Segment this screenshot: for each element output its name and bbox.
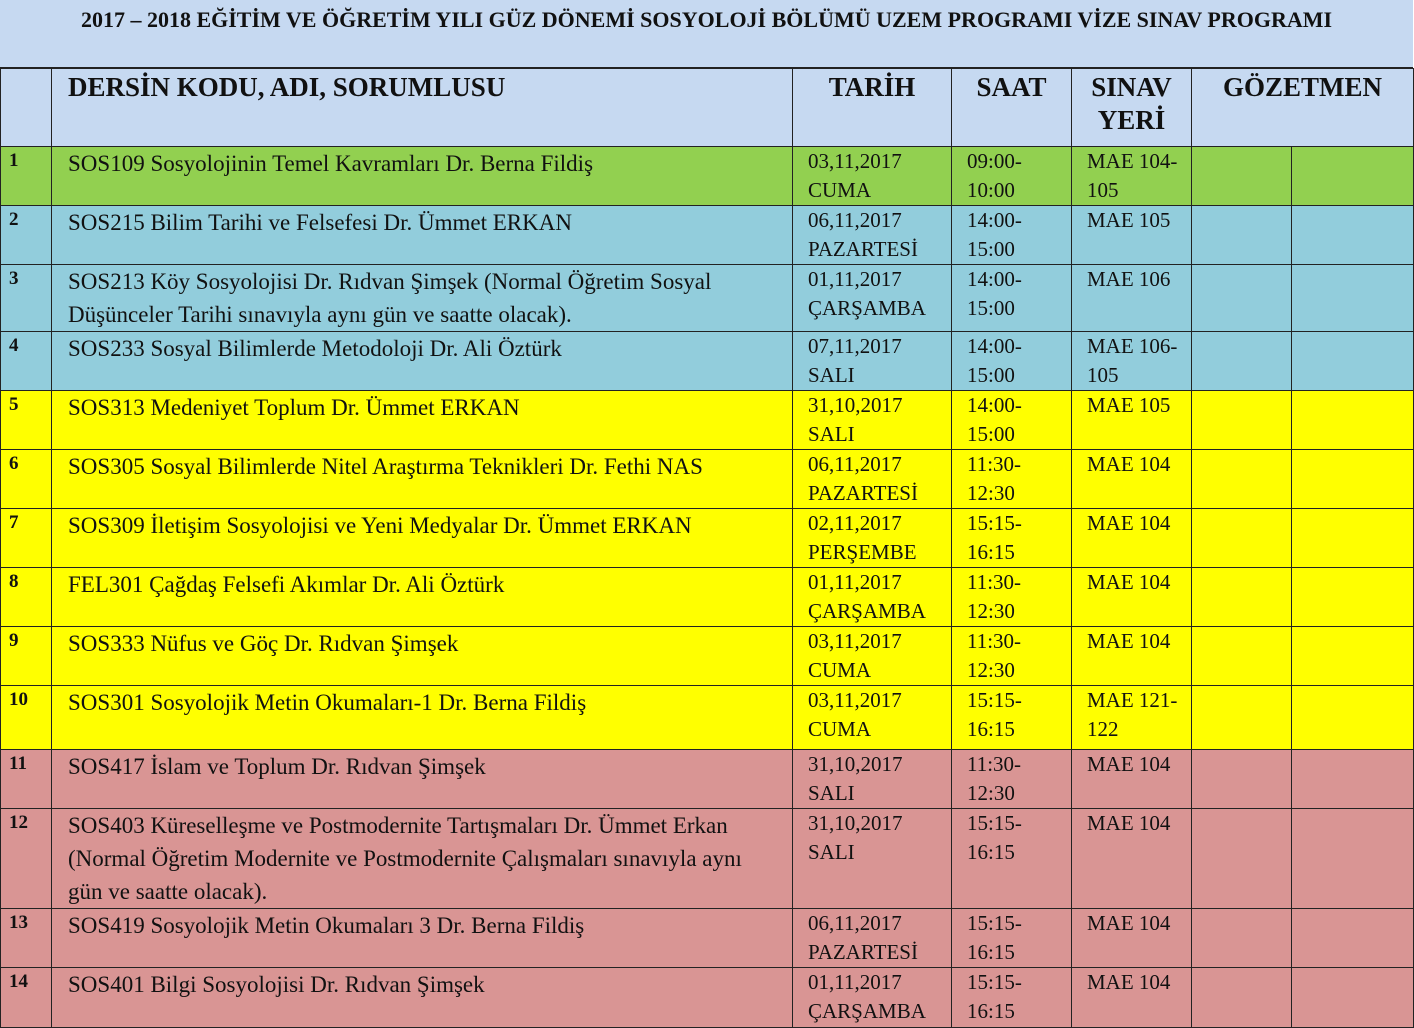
time-cell: 11:30- 12:30 — [952, 568, 1072, 627]
row-number: 3 — [1, 265, 52, 332]
course-cell: SOS313 Medeniyet Toplum Dr. Ümmet ERKAN — [52, 391, 793, 450]
date-cell: 01,11,2017 ÇARŞAMBA — [793, 265, 952, 332]
table-row — [1, 450, 1414, 509]
row-number: 10 — [1, 686, 52, 750]
proctor-cell-1 — [1192, 509, 1292, 568]
row-number: 1 — [1, 147, 52, 206]
row-number: 6 — [1, 450, 52, 509]
document-title: 2017 – 2018 EĞİTİM VE ÖĞRETİM YILI GÜZ DÖNEMİ SOSYOLOJİ BÖLÜMÜ UZEM PROGRAMI VİZE SINAV PROGRAMI — [0, 0, 1413, 68]
row-number: 2 — [1, 206, 52, 265]
row-number: 11 — [1, 750, 52, 809]
header-course: DERSİN KODU, ADI, SORUMLUSU — [52, 69, 793, 147]
time-cell: 15:15- 16:15 — [952, 968, 1072, 1028]
place-cell: MAE 104 — [1072, 568, 1192, 627]
row-number: 8 — [1, 568, 52, 627]
place-cell: MAE 105 — [1072, 206, 1192, 265]
date-cell: 03,11,2017 CUMA — [793, 686, 952, 750]
proctor-cell-1 — [1192, 809, 1292, 909]
header-time: SAAT — [952, 69, 1072, 147]
place-cell: MAE 104 — [1072, 750, 1192, 809]
course-cell: SOS417 İslam ve Toplum Dr. Rıdvan Şimşek — [52, 750, 793, 809]
proctor-cell-1 — [1192, 391, 1292, 450]
place-cell: MAE 104 — [1072, 809, 1192, 909]
time-cell: 14:00- 15:00 — [952, 332, 1072, 391]
proctor-cell-1 — [1192, 206, 1292, 265]
proctor-cell-1 — [1192, 686, 1292, 750]
date-cell: 03,11,2017 CUMA — [793, 627, 952, 686]
place-cell: MAE 104-105 — [1072, 147, 1192, 206]
date-cell: 02,11,2017 PERŞEMBE — [793, 509, 952, 568]
header-number-cell — [1, 69, 52, 147]
proctor-cell-1 — [1192, 450, 1292, 509]
header-row — [1, 69, 1414, 147]
date-cell: 06,11,2017 PAZARTESİ — [793, 450, 952, 509]
course-cell: SOS333 Nüfus ve Göç Dr. Rıdvan Şimşek — [52, 627, 793, 686]
time-cell: 11:30- 12:30 — [952, 450, 1072, 509]
proctor-cell-2 — [1292, 909, 1414, 968]
place-cell: MAE 104 — [1072, 968, 1192, 1028]
course-cell: SOS403 Küreselleşme ve Postmodernite Tartışmaları Dr. Ümmet Erkan (Normal Öğretim Modernite ve Postmodernite Çalışmaları sınavıyla aynı gün ve saatte olacak). — [52, 809, 793, 909]
place-cell: MAE 104 — [1072, 627, 1192, 686]
proctor-cell-1 — [1192, 909, 1292, 968]
course-cell: SOS309 İletişim Sosyolojisi ve Yeni Medyalar Dr. Ümmet ERKAN — [52, 509, 793, 568]
date-cell: 01,11,2017 ÇARŞAMBA — [793, 568, 952, 627]
table-row — [1, 750, 1414, 809]
place-cell: MAE 106 — [1072, 265, 1192, 332]
proctor-cell-2 — [1292, 750, 1414, 809]
time-cell: 15:15- 16:15 — [952, 909, 1072, 968]
course-cell: FEL301 Çağdaş Felsefi Akımlar Dr. Ali Öztürk — [52, 568, 793, 627]
proctor-cell-2 — [1292, 509, 1414, 568]
proctor-cell-2 — [1292, 809, 1414, 909]
time-cell: 09:00- 10:00 — [952, 147, 1072, 206]
table-row — [1, 391, 1414, 450]
proctor-cell-1 — [1192, 332, 1292, 391]
place-cell: MAE 105 — [1072, 391, 1192, 450]
table-row — [1, 332, 1414, 391]
table-row — [1, 568, 1414, 627]
table-row — [1, 686, 1414, 750]
proctor-cell-1 — [1192, 968, 1292, 1028]
time-cell: 14:00- 15:00 — [952, 265, 1072, 332]
course-cell: SOS213 Köy Sosyolojisi Dr. Rıdvan Şimşek (Normal Öğretim Sosyal Düşünceler Tarihi sınavıyla aynı gün ve saatte olacak). — [52, 265, 793, 332]
course-cell: SOS419 Sosyolojik Metin Okumaları 3 Dr. Berna Fildiş — [52, 909, 793, 968]
proctor-cell-2 — [1292, 391, 1414, 450]
proctor-cell-1 — [1192, 750, 1292, 809]
proctor-cell-2 — [1292, 206, 1414, 265]
proctor-cell-1 — [1192, 627, 1292, 686]
date-cell: 03,11,2017 CUMA — [793, 147, 952, 206]
table-row — [1, 968, 1414, 1028]
proctor-cell-2 — [1292, 147, 1414, 206]
proctor-cell-2 — [1292, 332, 1414, 391]
row-number: 4 — [1, 332, 52, 391]
place-cell: MAE 104 — [1072, 509, 1192, 568]
proctor-cell-2 — [1292, 265, 1414, 332]
table-row — [1, 909, 1414, 968]
table-row — [1, 206, 1414, 265]
date-cell: 31,10,2017 SALI — [793, 750, 952, 809]
course-cell: SOS305 Sosyal Bilimlerde Nitel Araştırma Teknikleri Dr. Fethi NAS — [52, 450, 793, 509]
time-cell: 11:30- 12:30 — [952, 750, 1072, 809]
time-cell: 15:15- 16:15 — [952, 809, 1072, 909]
table-row — [1, 147, 1414, 206]
row-number: 9 — [1, 627, 52, 686]
place-cell: MAE 104 — [1072, 909, 1192, 968]
row-number: 13 — [1, 909, 52, 968]
place-cell: MAE 106-105 — [1072, 332, 1192, 391]
time-cell: 11:30- 12:30 — [952, 627, 1072, 686]
proctor-cell-1 — [1192, 265, 1292, 332]
row-number: 7 — [1, 509, 52, 568]
time-cell: 14:00- 15:00 — [952, 391, 1072, 450]
table-row — [1, 809, 1414, 909]
date-cell: 31,10,2017 SALI — [793, 809, 952, 909]
date-cell: 06,11,2017 PAZARTESİ — [793, 909, 952, 968]
row-number: 5 — [1, 391, 52, 450]
course-cell: SOS233 Sosyal Bilimlerde Metodoloji Dr. Ali Öztürk — [52, 332, 793, 391]
table-row — [1, 265, 1414, 332]
course-cell: SOS401 Bilgi Sosyolojisi Dr. Rıdvan Şimşek — [52, 968, 793, 1028]
header-date: TARİH — [793, 69, 952, 147]
course-cell: SOS215 Bilim Tarihi ve Felsefesi Dr. Ümmet ERKAN — [52, 206, 793, 265]
place-cell: MAE 121-122 — [1072, 686, 1192, 750]
header-proctor: GÖZETMEN — [1192, 69, 1414, 147]
table-row — [1, 627, 1414, 686]
course-cell: SOS109 Sosyolojinin Temel Kavramları Dr. Berna Fildiş — [52, 147, 793, 206]
date-cell: 06,11,2017 PAZARTESİ — [793, 206, 952, 265]
time-cell: 15:15- 16:15 — [952, 686, 1072, 750]
date-cell: 01,11,2017 ÇARŞAMBA — [793, 968, 952, 1028]
date-cell: 07,11,2017 SALI — [793, 332, 952, 391]
proctor-cell-2 — [1292, 450, 1414, 509]
exam-schedule-table — [0, 68, 1414, 1028]
proctor-cell-2 — [1292, 686, 1414, 750]
place-cell: MAE 104 — [1072, 450, 1192, 509]
proctor-cell-1 — [1192, 147, 1292, 206]
row-number: 12 — [1, 809, 52, 909]
header-place: SINAV YERİ — [1072, 69, 1192, 147]
proctor-cell-2 — [1292, 568, 1414, 627]
table-row — [1, 509, 1414, 568]
proctor-cell-2 — [1292, 627, 1414, 686]
date-cell: 31,10,2017 SALI — [793, 391, 952, 450]
time-cell: 14:00- 15:00 — [952, 206, 1072, 265]
row-number: 14 — [1, 968, 52, 1028]
course-cell: SOS301 Sosyolojik Metin Okumaları-1 Dr. Berna Fildiş — [52, 686, 793, 750]
proctor-cell-1 — [1192, 568, 1292, 627]
time-cell: 15:15- 16:15 — [952, 509, 1072, 568]
proctor-cell-2 — [1292, 968, 1414, 1028]
